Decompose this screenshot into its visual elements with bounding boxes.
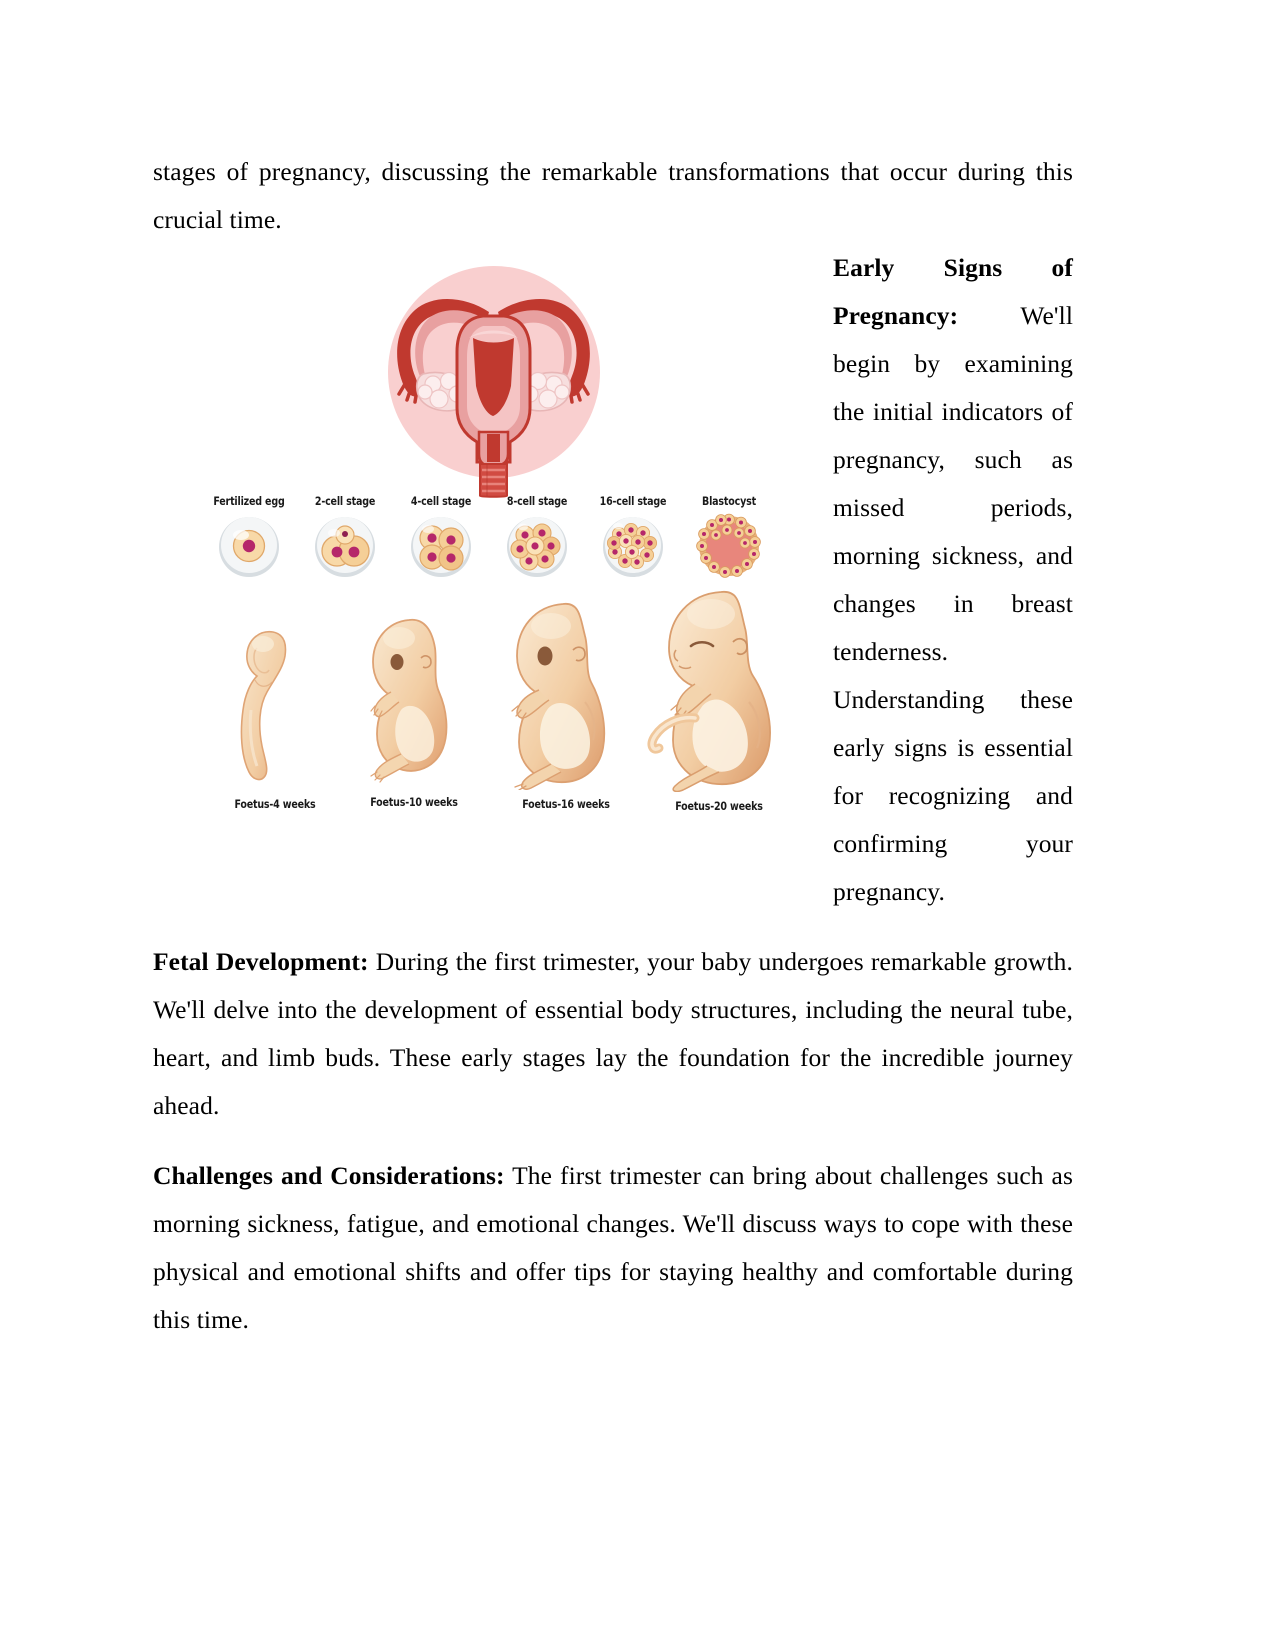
fetus-stage-label: Foetus-10 weeks bbox=[370, 795, 458, 809]
paragraph-text-challenges: The first trimester can bring about challenges such as morning sickness, fatigue, and emotional changes. We'll discuss ways to cope with these physical and emotional shifts and offer tips for staying healthy and comfortable during this time. bbox=[153, 1161, 1073, 1334]
fetus-stage-4-weeks bbox=[215, 618, 335, 811]
fetus-stage-label: Foetus-16 weeks bbox=[522, 797, 610, 811]
paragraph-lead-early-signs: Early Signs of Pregnancy: bbox=[833, 253, 1073, 330]
paragraph-lead-fetal-development: Fetal Development: bbox=[153, 947, 369, 976]
cell-stage-label: Fertilized egg bbox=[213, 494, 285, 508]
fetus-16-weeks-art bbox=[481, 594, 651, 790]
paragraph-lead-challenges: Challenges and Considerations: bbox=[153, 1161, 505, 1190]
cell-stage-label: 8-cell stage bbox=[506, 494, 568, 508]
paragraph-challenges bbox=[153, 1152, 1073, 1344]
cell-stage-label: 4-cell stage bbox=[410, 494, 472, 508]
cell-stage-art bbox=[297, 513, 393, 584]
cell-stage-art bbox=[201, 513, 297, 584]
fetus-stage-label: Foetus-20 weeks bbox=[675, 799, 763, 813]
fetus-stage-row bbox=[189, 606, 799, 856]
document-body bbox=[153, 148, 1073, 1344]
cell-stage-2-cell bbox=[297, 494, 393, 584]
cell-stage-8-cell bbox=[489, 494, 585, 584]
cell-stage-art bbox=[393, 513, 489, 584]
cell-stage-4-cell bbox=[393, 494, 489, 584]
uterus-illustration bbox=[361, 266, 626, 498]
paragraph-text-early-signs: We'll begin by examining the initial indicators of pregnancy, such as missed periods, morning sickness, and changes in breast tenderness. Understanding these early signs is essential for recognizing and confirming your pregnancy. bbox=[833, 301, 1073, 906]
fetus-10-weeks-art bbox=[339, 606, 489, 788]
uterus-anatomy-svg bbox=[361, 266, 626, 498]
cell-stage-label: Blastocyst bbox=[702, 494, 756, 508]
cell-stage-art bbox=[681, 513, 777, 584]
cell-stage-16-cell bbox=[585, 494, 681, 584]
pregnancy-stages-figure bbox=[179, 266, 809, 866]
cell-stage-blastocyst bbox=[681, 494, 777, 584]
fetus-4-weeks-art bbox=[215, 618, 335, 788]
cell-stage-label: 16-cell stage bbox=[599, 494, 667, 508]
cell-stage-art bbox=[489, 513, 585, 584]
fetus-stage-10-weeks bbox=[339, 606, 489, 809]
fetus-stage-label: Foetus-4 weeks bbox=[234, 797, 316, 811]
cell-stage-fertilized-egg bbox=[201, 494, 297, 584]
fetus-stage-16-weeks bbox=[481, 594, 651, 811]
fetus-stage-20-weeks bbox=[629, 584, 809, 813]
cell-stage-art bbox=[585, 513, 681, 584]
cell-stage-label: 2-cell stage bbox=[314, 494, 376, 508]
fetus-20-weeks-art bbox=[629, 584, 809, 792]
paragraph-fetal-development bbox=[153, 938, 1073, 1130]
paragraph-intro: stages of pregnancy, discussing the remarkable transformations that occur during this crucial time. bbox=[153, 157, 1073, 234]
paragraph-text-fetal-development: During the first trimester, your baby undergoes remarkable growth. We'll delve into the development of essential body structures, including the neural tube, heart, and limb buds. These early stages lay the foundation for the incredible journey ahead. bbox=[153, 947, 1073, 1120]
